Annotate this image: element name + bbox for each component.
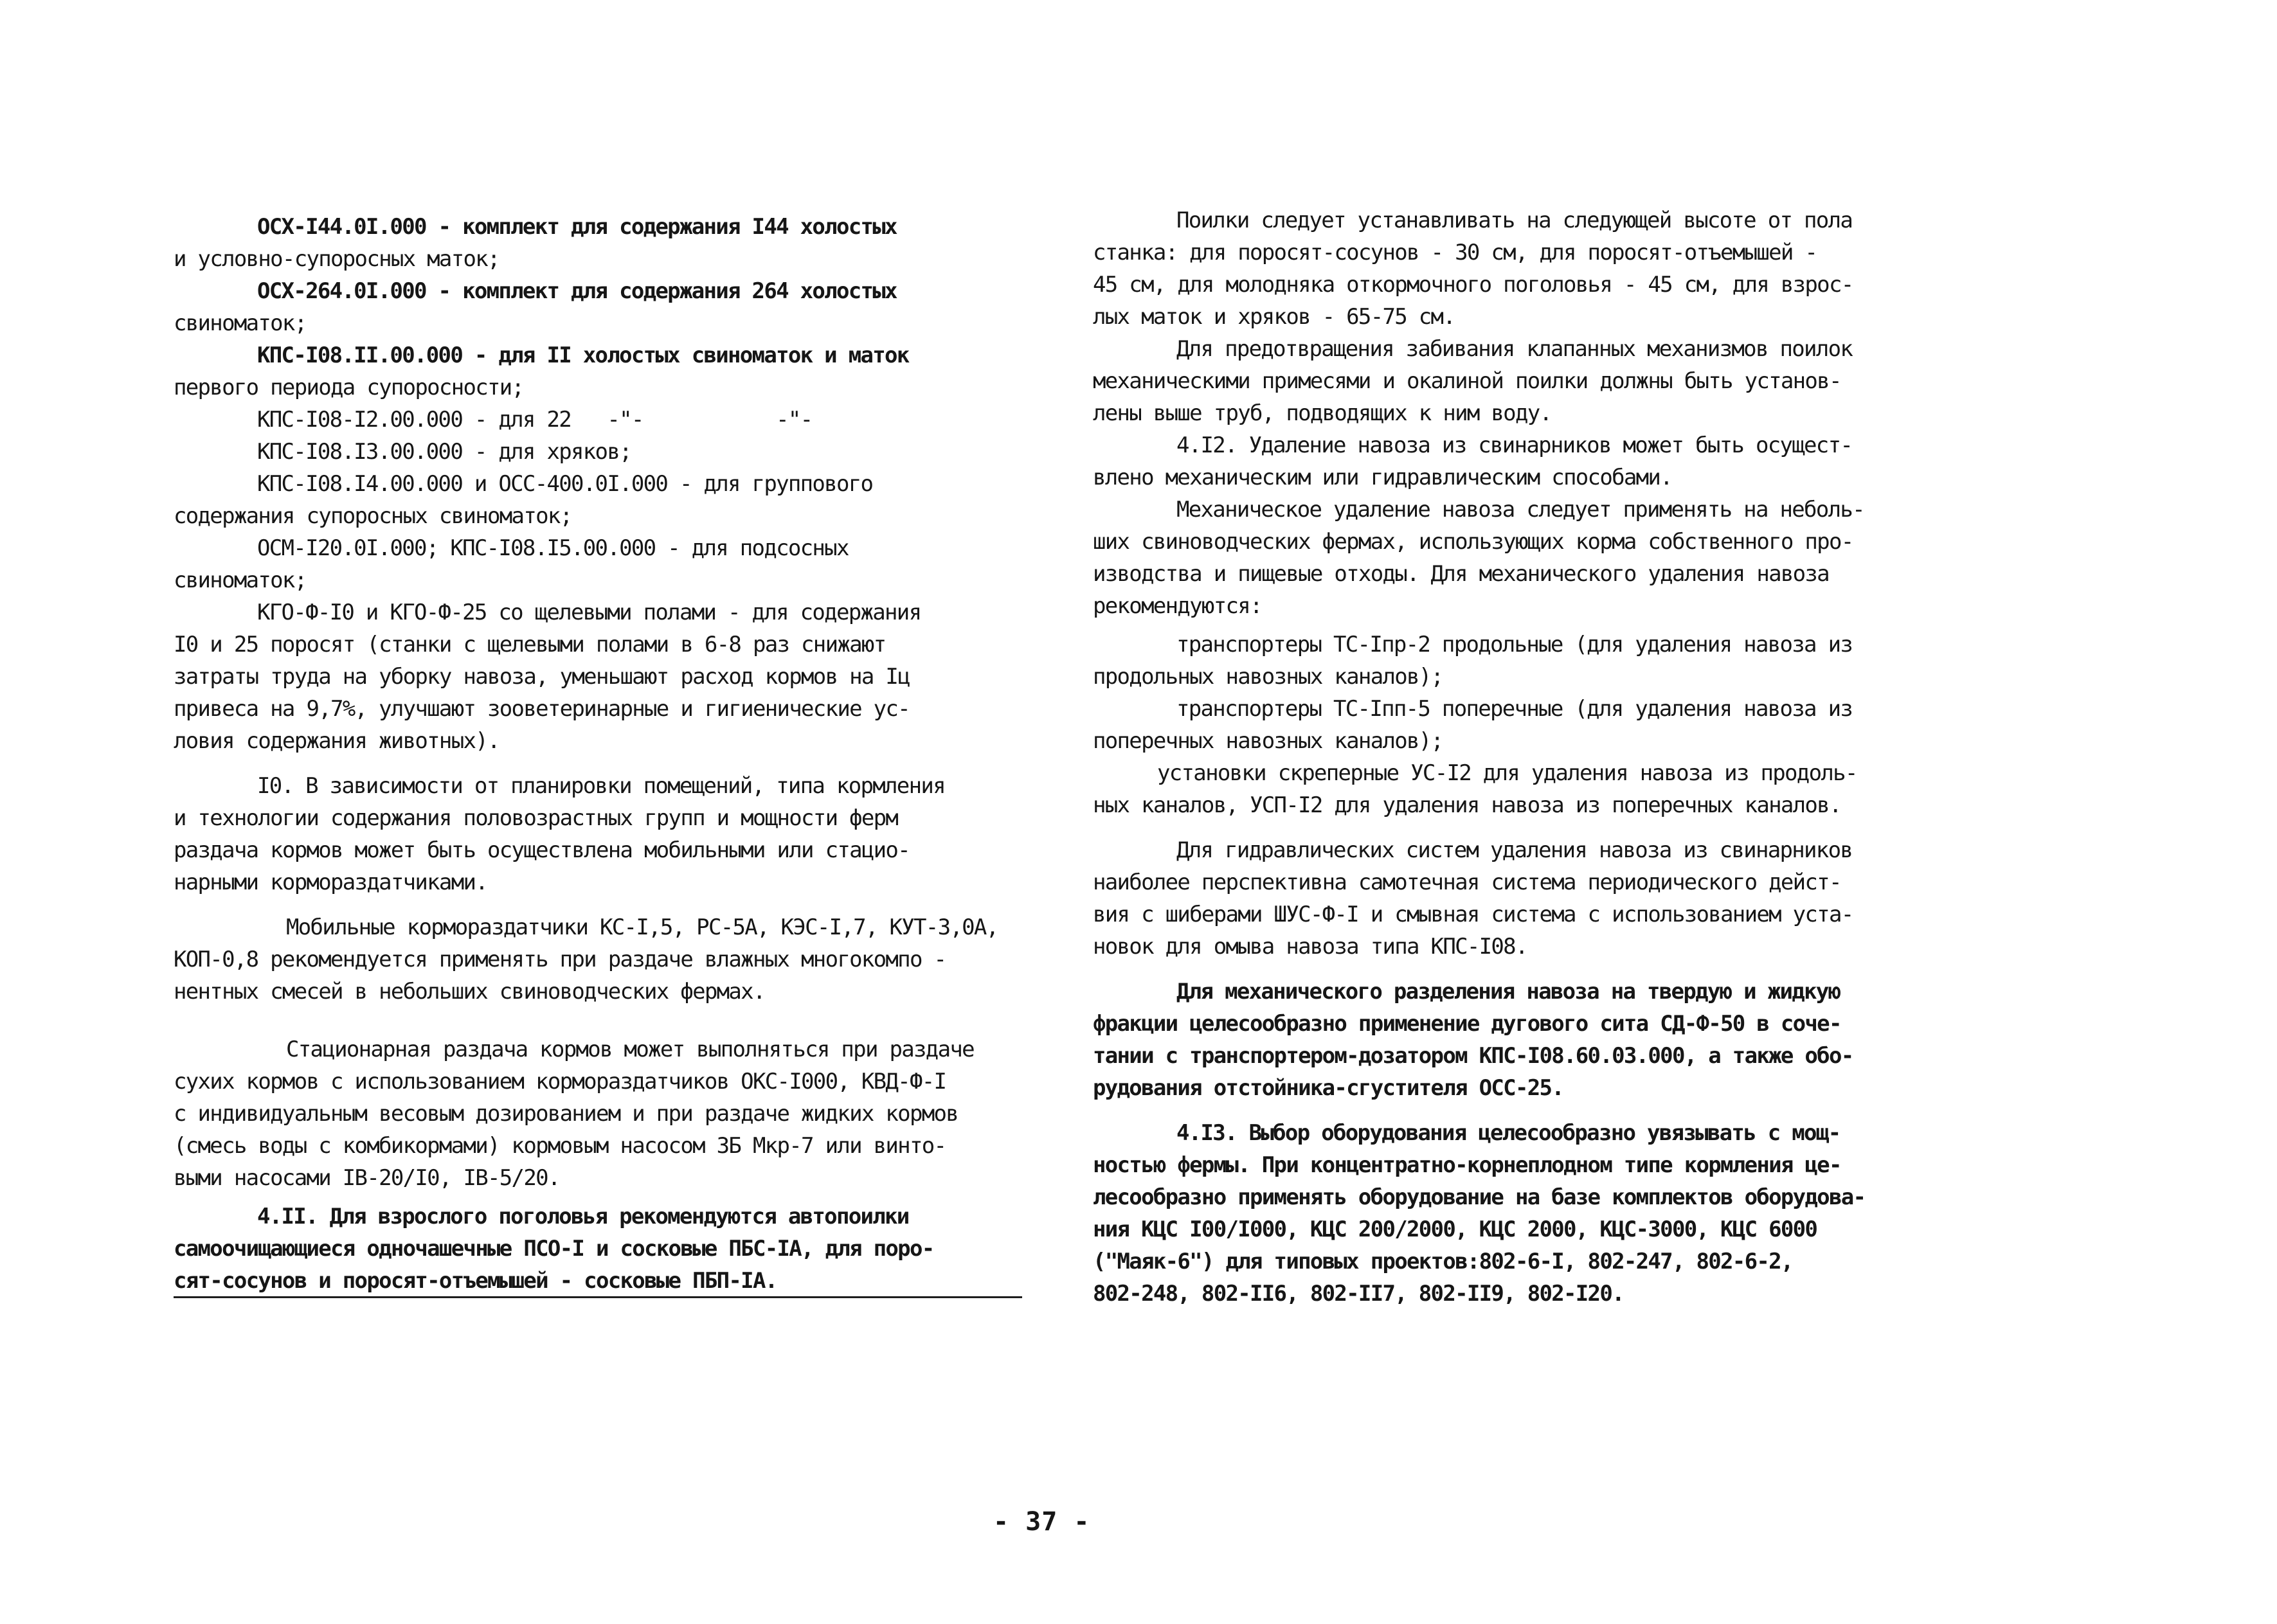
text-line: содержания супоросных свиноматок; <box>174 503 572 529</box>
text-line: фракции целесообразно применение дугового сита СД-Ф-50 в соче- <box>1093 1011 1841 1037</box>
text-line: ОСХ-I44.0I.000 - комплект для содержания I44 холостых <box>257 214 897 240</box>
text-line: Для механического разделения навоза на твердую и жидкую <box>1176 979 1841 1004</box>
text-line: 4.I3. Выбор оборудования целесообразно увязывать с мощ- <box>1176 1120 1841 1146</box>
text-line: ("Маяк-6") для типовых проектов:802-6-I, 802-247, 802-6-2, <box>1093 1249 1793 1274</box>
text-line: первого периода супоросности; <box>174 375 524 400</box>
page-number: - 37 - <box>993 1507 1090 1537</box>
text-line: раздача кормов может быть осуществлена мобильными или стацио- <box>174 837 910 863</box>
text-line: КПС-I08-I2.00.000 - для 22 -"- -"- <box>257 407 813 433</box>
text-line: самоочищающиеся одночашечные ПСО-I и сосковые ПБС-IА, для поро- <box>174 1236 934 1262</box>
text-line: ОСХ-264.0I.000 - комплект для содержания 264 холостых <box>257 278 897 304</box>
text-line: ностью фермы. При концентратно-корнеплодном типе кормления це- <box>1093 1152 1841 1178</box>
text-line: 802-248, 802-II6, 802-II7, 802-II9, 802-I20. <box>1093 1281 1624 1307</box>
text-line: КПС-I08.II.00.000 - для II холостых свиноматок и маток <box>257 343 909 368</box>
text-line: Мобильные кормораздатчики КС-I,5, РС-5А, КЭС-I,7, КУТ-3,0А, <box>286 915 998 940</box>
text-line: свиноматок; <box>174 310 307 336</box>
text-line: лесообразно применять оборудование на базе комплектов оборудова- <box>1093 1184 1866 1210</box>
text-line: транспортеры ТС-Iпп-5 поперечные (для удаления навоза из <box>1176 696 1853 722</box>
text-line: КПС-I08.I3.00.000 - для хряков; <box>257 439 631 465</box>
text-line: выми насосами IВ-20/I0, IВ-5/20. <box>174 1165 560 1191</box>
text-line: рекомендуются: <box>1093 593 1262 619</box>
text-line: сят-сосунов и поросят-отъемышей - сосковые ПБП-IА. <box>174 1268 777 1294</box>
text-line: 45 см, для молодняка откормочного поголовья - 45 см, для взрос- <box>1093 272 1853 298</box>
text-line: 4.I2. Удаление навоза из свинарников может быть осущест- <box>1176 433 1853 458</box>
text-line: рудования отстойника-сгустителя ОСС-25. <box>1093 1075 1564 1101</box>
text-line: КПС-I08.I4.00.000 и ОСС-400.0I.000 - для группового <box>257 471 873 497</box>
text-line: продольных навозных каналов); <box>1093 664 1443 690</box>
text-line: ных каналов, УСП-I2 для удаления навоза из поперечных каналов. <box>1093 792 1841 818</box>
text-line: механическими примесями и окалиной поилки должны быть установ- <box>1093 368 1841 394</box>
text-line: и технологии содержания половозрастных групп и мощности ферм <box>174 805 898 831</box>
text-line: ния КЦС I00/I000, КЦС 200/2000, КЦС 2000, КЦС-3000, КЦС 6000 <box>1093 1217 1817 1242</box>
text-line: наиболее перспективна самотечная система периодического дейст- <box>1093 870 1841 895</box>
text-line: транспортеры ТС-Iпр-2 продольные (для удаления навоза из <box>1176 632 1853 657</box>
text-line: нарными кормораздатчиками. <box>174 870 488 895</box>
text-line: Для гидравлических систем удаления навоза из свинарников <box>1176 837 1853 863</box>
text-line: лых маток и хряков - 65-75 см. <box>1093 304 1455 330</box>
text-line: лены выше труб, подводящих к ним воду. <box>1093 400 1552 426</box>
text-line: новок для омыва навоза типа КПС-I08. <box>1093 934 1527 959</box>
text-line: Механическое удаление навоза следует применять на неболь- <box>1176 497 1864 522</box>
text-line: (смесь воды с комбикормами) кормовым насосом 3Б Мкр-7 или винто- <box>174 1133 946 1159</box>
text-line: привеса на 9,7%, улучшают зооветеринарные и гигиенические ус- <box>174 696 910 722</box>
text-line: вия с шиберами ШУС-Ф-I и смывная система с использованием уста- <box>1093 902 1853 927</box>
text-line: затраты труда на уборку навоза, уменьшают расход кормов на Iц <box>174 664 910 690</box>
text-line: I0. В зависимости от планировки помещений, типа кормления <box>257 773 945 799</box>
text-line: КГО-Ф-I0 и КГО-Ф-25 со щелевыми полами - для содержания <box>257 600 921 625</box>
text-line: КОП-0,8 рекомендуется применять при раздаче влажных многокомпо - <box>174 947 946 972</box>
text-line: станка: для поросят-сосунов - 30 см, для поросят-отъемышей - <box>1093 240 1817 265</box>
text-line: Стационарная раздача кормов может выполняться при раздаче <box>286 1037 974 1062</box>
text-line: ОСМ-I20.0I.000; КПС-I08.I5.00.000 - для подсосных <box>257 535 849 561</box>
text-line: ших свиноводческих фермах, использующих корма собственного про- <box>1093 529 1853 555</box>
text-line: с индивидуальным весовым дозированием и при раздаче жидких кормов <box>174 1101 959 1127</box>
text-line: Для предотвращения забивания клапанных механизмов поилок <box>1176 336 1853 362</box>
underline-rule <box>174 1296 1022 1298</box>
text-line: ловия содержания животных). <box>174 728 500 754</box>
text-line: Поилки следует устанавливать на следующей высоте от пола <box>1176 208 1853 233</box>
text-line: и условно-супоросных маток; <box>174 246 500 272</box>
text-line: I0 и 25 поросят (станки с щелевыми полами в 6-8 раз снижают <box>174 632 886 657</box>
text-line: поперечных навозных каналов); <box>1093 728 1443 754</box>
text-line: тании с транспортером-дозатором КПС-I08.60.03.000, а также обо- <box>1093 1043 1853 1069</box>
text-line: нентных смесей в небольших свиноводческих фермах. <box>174 979 765 1004</box>
text-line: 4.II. Для взрослого поголовья рекомендуются автопоилки <box>257 1204 909 1229</box>
text-line: изводства и пищевые отходы. Для механического удаления навоза <box>1093 561 1829 587</box>
text-line: влено механическим или гидравлическим способами. <box>1093 465 1672 490</box>
text-line: свиноматок; <box>174 567 307 593</box>
text-line: сухих кормов с использованием кормораздатчиков ОКС-I000, КВД-Ф-I <box>174 1069 946 1094</box>
text-line: установки скреперные УС-I2 для удаления навоза из продоль- <box>1157 760 1857 786</box>
